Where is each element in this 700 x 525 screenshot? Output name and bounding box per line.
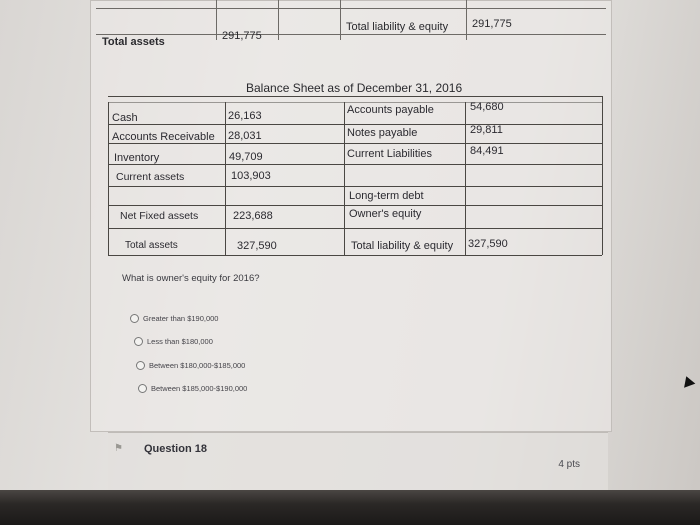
question-points: 4 pts <box>558 459 580 470</box>
balance-sheet-title: Balance Sheet as of December 31, 2016 <box>246 81 463 95</box>
prev-total-liab-value: 291,775 <box>472 18 512 30</box>
previous-balance-table <box>96 0 606 52</box>
asset-label: Total assets <box>125 240 178 251</box>
liability-value: 29,811 <box>470 124 503 136</box>
monitor-bezel <box>0 490 700 525</box>
liability-label: Accounts payable <box>347 104 434 116</box>
asset-label: Inventory <box>114 152 160 164</box>
asset-value: 327,590 <box>237 240 277 252</box>
question-18-header <box>108 432 608 493</box>
flag-icon[interactable]: ⚑ <box>114 443 123 454</box>
asset-label: Current assets <box>116 171 185 183</box>
prev-total-assets-label: Total assets <box>102 36 165 48</box>
answer-option-label: Greater than $190,000 <box>143 314 219 323</box>
liability-value: 54,680 <box>470 101 504 113</box>
liability-value: 84,491 <box>470 145 504 157</box>
radio-button[interactable] <box>138 384 147 393</box>
answer-option[interactable] <box>134 337 213 346</box>
prev-total-liab-label: Total liability & equity <box>346 21 449 33</box>
prev-total-assets-value: 291,775 <box>222 30 262 42</box>
answer-option-label: Between $180,000-$185,000 <box>149 361 246 370</box>
radio-button[interactable] <box>134 337 143 346</box>
answer-option[interactable] <box>138 384 247 393</box>
answer-option-label: Between $185,000-$190,000 <box>151 384 248 393</box>
answer-option-label: Less than $180,000 <box>147 337 213 346</box>
asset-label: Net Fixed assets <box>120 210 199 222</box>
asset-value: 49,709 <box>229 151 263 163</box>
liability-label: Owner's equity <box>349 208 422 220</box>
mouse-cursor-icon <box>681 374 696 388</box>
asset-value: 28,031 <box>228 130 262 142</box>
radio-button[interactable] <box>130 314 139 323</box>
asset-label: Cash <box>112 112 138 124</box>
asset-value: 26,163 <box>228 110 262 122</box>
liability-label: Long-term debt <box>349 190 424 202</box>
answer-option[interactable] <box>136 361 245 370</box>
question-text: What is owner's equity for 2016? <box>122 273 260 284</box>
radio-button[interactable] <box>136 361 145 370</box>
asset-value: 223,688 <box>233 210 273 222</box>
liability-label: Total liability & equity <box>351 240 454 252</box>
asset-value: 103,903 <box>231 170 271 182</box>
asset-label: Accounts Receivable <box>112 131 215 143</box>
answer-option[interactable] <box>130 314 218 323</box>
liability-label: Current Liabilities <box>347 148 432 160</box>
liability-value: 327,590 <box>468 238 508 250</box>
liability-label: Notes payable <box>347 127 418 139</box>
question-18-title: Question 18 <box>144 443 207 455</box>
